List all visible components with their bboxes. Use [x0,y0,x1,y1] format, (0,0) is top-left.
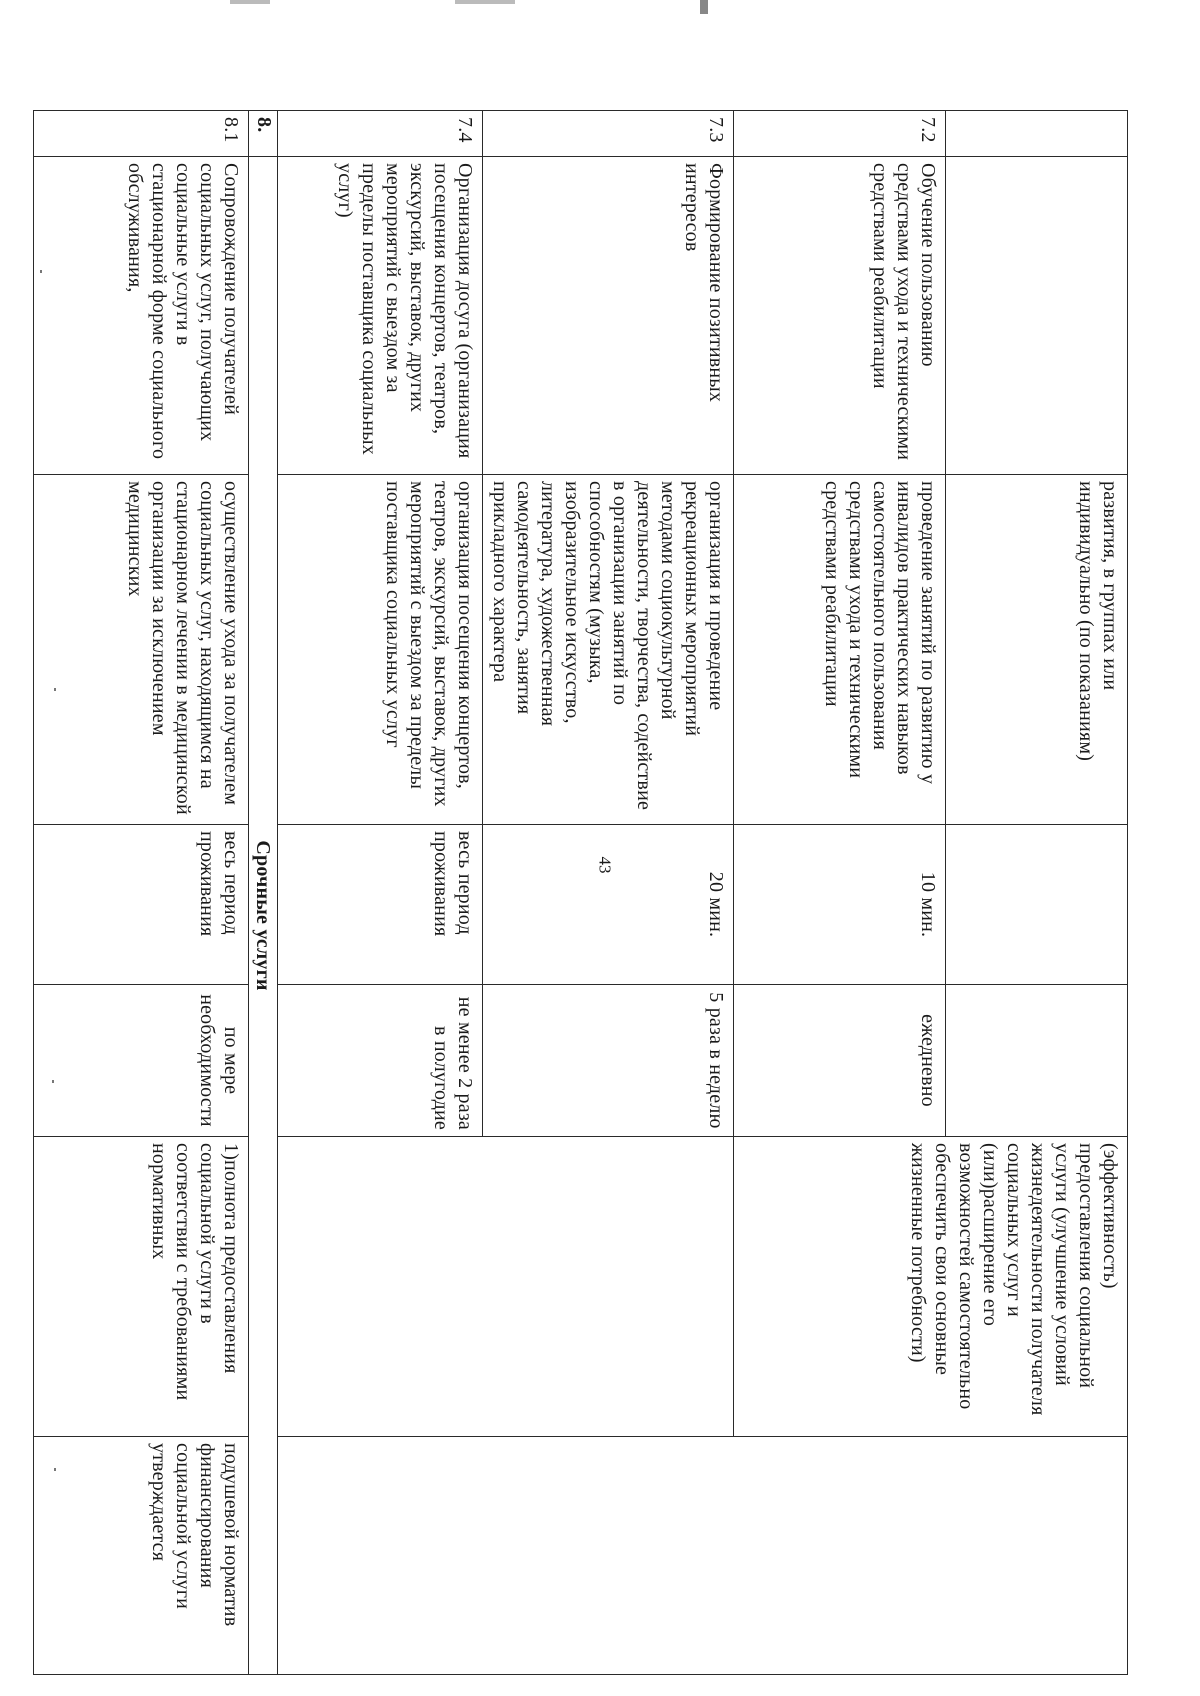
cell-time: 10 мин. [734,825,946,985]
cell-description: развития, в группах или индивидуально (по показаниям) [946,475,1128,825]
cell-time: 20 мин. [483,825,734,985]
cell-quality: (эффективность) предоставления социальной услуги (улучшение условий жизнедеятельности получателя социальных услуг и (или)расширение его возможностей самостоятельно обеспечить свои основные жизненные потребности) [734,1137,1128,1437]
cell-num: 8. [249,111,278,157]
cell-description: осуществление ухода за получателем социальных услуг, находящимся на стационарном лечении в медицинской организации за исключением медицинских [34,475,249,825]
table-row [34,111,249,1675]
cell-name: Сопровождение получателей социальных услуг, получающих социальные услуги в стационарной форме социального обслуживания, [34,157,249,475]
section-row [249,111,278,1675]
cell-num: 8.1 [34,111,249,157]
cell-num: 7.2 [734,111,946,157]
cell-num: 7.4 [278,111,483,157]
page-number: 43 [595,856,615,874]
cell-quality: 1)полнота предоставления социальной услуги в соответствии с требованиями нормативных [34,1137,249,1437]
cell-frequency: по мере необходимости [34,985,249,1137]
cell-financing: подушевой норматив финансирования социальной услуги утверждается [34,1437,249,1675]
cell-description: проведение занятий по развитию у инвалидов практических навыков самостоятельного пользования средствами ухода и техническими средствами реабилитации [734,475,946,825]
cell-num: 7.3 [483,111,734,157]
scan-artifact [455,0,515,4]
rotated-page [70,110,1128,1674]
cell-time: весь период проживания [278,825,483,985]
cell-name: Обучение пользованию средствами ухода и техническими средствами реабилитации [734,157,946,475]
scan-artifact [230,0,270,4]
table-row [946,111,1128,1675]
cell-frequency: ежедневно [734,985,946,1137]
cell-time: весь период проживания [34,825,249,985]
cell-name: Формирование позитивных интересов [483,157,734,475]
cell-name: Организация досуга (организация посещения концертов, театров, экскурсий, выставок, других мероприятий с выездом за пределы поставщика социальных услуг) [278,157,483,475]
cell-num [946,111,1128,157]
cell-frequency: 5 раза в неделю [483,985,734,1137]
section-title: Срочные услуги [249,157,278,1675]
cell-description: организация и проведение рекреационных мероприятий методами социокультурной деятельности, творчества, содействие в организации занятий по способностям (музыка, изобразительное искусство, литература, художественная самодеятельность, занятия прикладного характера [483,475,734,825]
scan-artifact [700,0,708,14]
cell-description: организация посещения концертов, театров, экскурсий, выставок, других мероприятий с выездом за пределы поставщика социальных услуг [278,475,483,825]
cell-time [946,825,1128,985]
services-table [33,110,1128,1675]
cell-name [946,157,1128,475]
cell-frequency: не менее 2 раза в полугодие [278,985,483,1137]
cell-quality [278,1137,734,1437]
cell-frequency [946,985,1128,1137]
cell-financing [278,1437,1128,1675]
